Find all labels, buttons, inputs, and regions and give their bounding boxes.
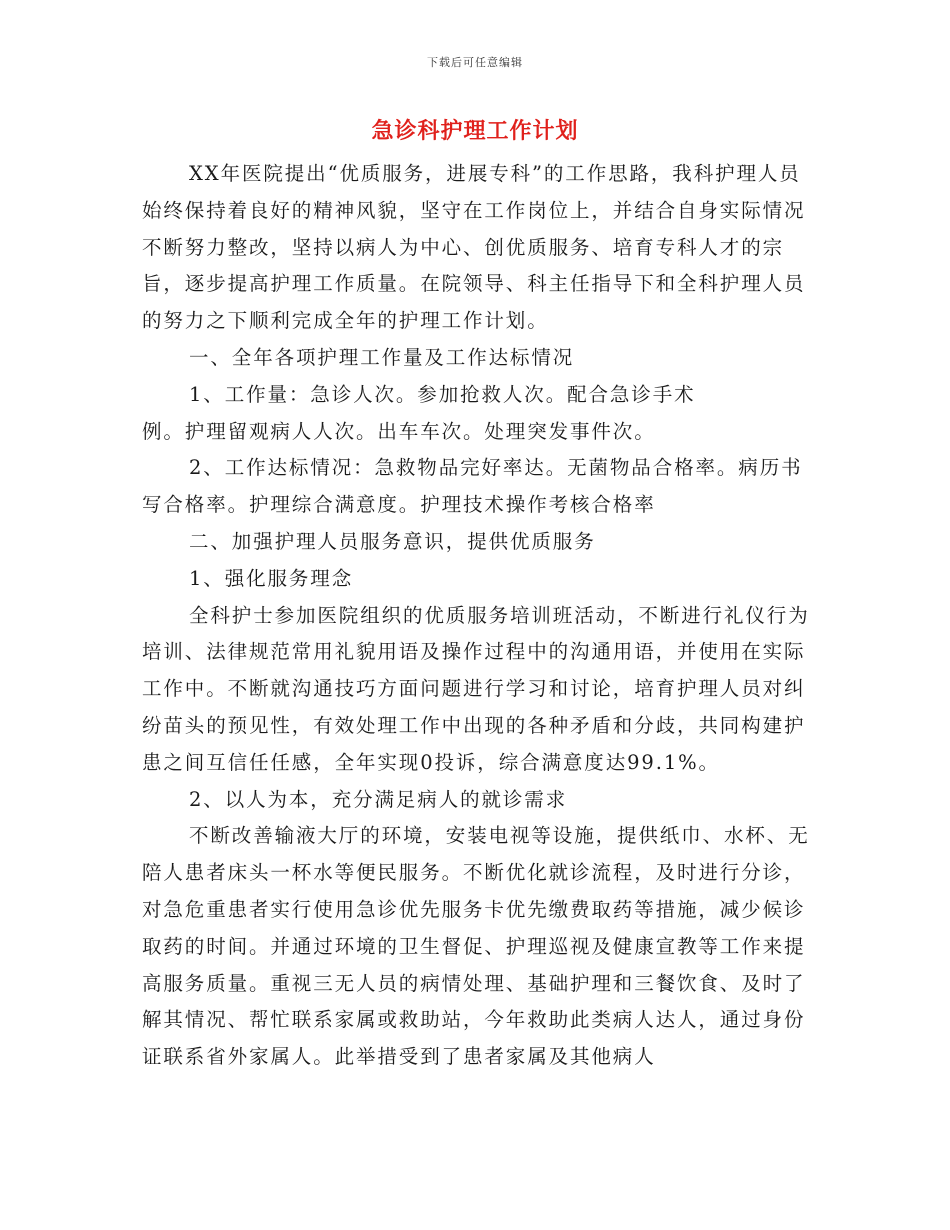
paragraph-workload-continued: 例。护理留观病人人次。出车车次。处理突发事件次。 [142,419,656,443]
paragraph-workload: 1、工作量：急诊人次。参加抢救人次。配合急诊手术 [189,382,696,406]
heading-section-2: 二、加强护理人员服务意识，提供优质服务 [189,529,596,553]
heading-section-1: 一、全年各项护理工作量及工作达标情况 [189,345,575,369]
download-note: 下载后可任意编辑 [427,56,523,69]
document-title: 急诊科护理工作计划 [371,118,579,144]
paragraph-service-training: 全科护士参加医院组织的优质服务培训班活动，不断进行礼仪行为培训、法律规范常用礼貌用语及操作过程中的沟通用语，并使用在实际工作中。不断就沟通技巧方面问题进行学习和讨论，培育护理人员对纠纷苗头的预见性，有效处理工作中出现的各种矛盾和分歧，共同构建护患之间互信任任感，全年实现0投诉，综合满意度达99.1%。 [142,603,810,774]
document-body [142,156,812,1076]
subheading-service-concept: 1、强化服务理念 [189,566,354,590]
paragraph-intro: XX年医院提出“优质服务，进展专科”的工作思路，我科护理人员始终保持着良好的精神风貌，坚守在工作岗位上，并结合自身实际情况不断努力整改，坚持以病人为中心、创优质服务、培育专科人才的宗旨，逐步提高护理工作质量。在院领导、科主任指导下和全科护理人员的努力之下顺利完成全年的护理工作计划。 [142,162,806,333]
paragraph-standards: 2、工作达标情况：急救物品完好率达。无菌物品合格率。病历书写合格率。护理综合满意度。护理技术操作考核合格率 [142,456,803,517]
paragraph-patient-services: 不断改善输液大厅的环境，安装电视等设施，提供纸巾、水杯、无陪人患者床头一杯水等便民服务。不断优化就诊流程，及时进行分诊，对急危重患者实行使用急诊优先服务卡优先缴费取药等措施，减少候诊取药的时间。并通过环境的卫生督促、护理巡视及健康宣教等工作来提高服务质量。重视三无人员的病情处理、基础护理和三餐饮食、及时了解其情况、帮忙联系家属或救助站，今年救助此类病人达人，通过身份证联系省外家属人。此举措受到了患者家属及其他病人 [142,824,810,1069]
subheading-patient-needs: 2、以人为本，充分满足病人的就诊需求 [189,787,568,811]
